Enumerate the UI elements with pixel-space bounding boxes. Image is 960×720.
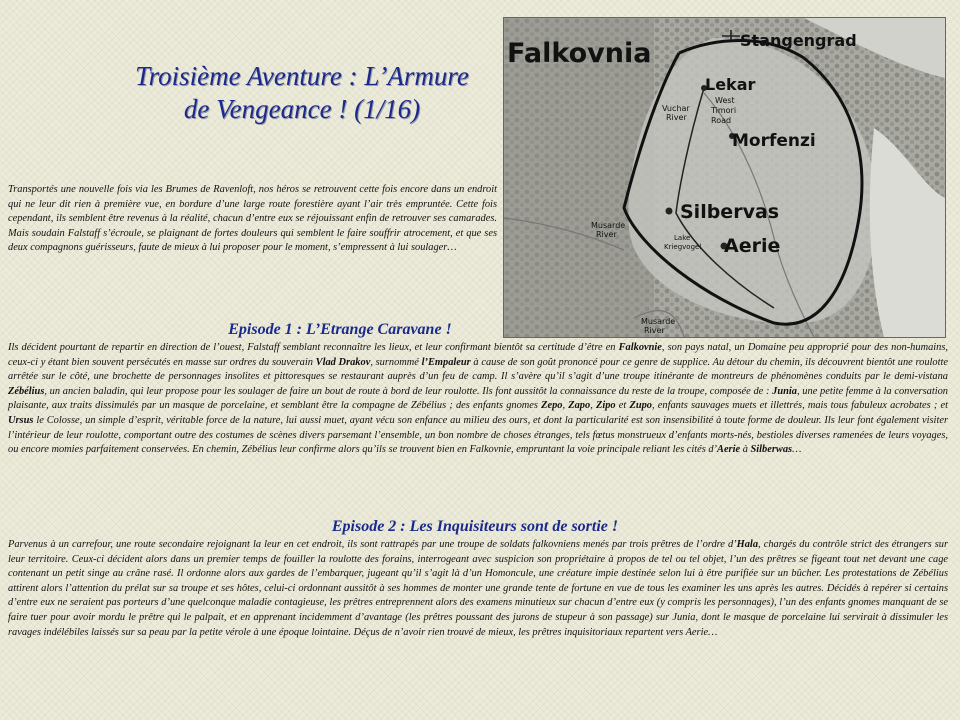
name-zipo: Zipo bbox=[595, 400, 616, 412]
title-line-2: de Vengeance ! (1/16) bbox=[183, 94, 421, 124]
episode-1-paragraph: Ils décident pourtant de repartir en direction de l’ouest, Falstaff semblant reconnaître les lieux, et leur confirmant bientôt sa certitude d’être en Falkovnie, son pays natal, un Domaine peu approprié pour des non-humains, ceux-ci y étant bien souvent persécutés en masse sur ordres du souverain Vlad Drakov, surnommé l’Empaleur à cause de son goût prononcé pour ce genre de supplice. Au détour du chemin, ils découvrent bientôt une roulotte arrêtée sur le côté, une brochette de personnages insolites et pittoresques se restaurant auprès d’un feu de camp. Il s’avère qu’il s’agit d’une troupe itinérante de montreurs de phénomènes conduits par le demi-vistana Zébélius, un ancien baladin, qui leur propose pour les soulager de faire un bout de route à bord de leur roulotte. Ils font aussitôt la connaissance du reste de la troupe, composée de : Junia, une petite femme à la conversation plaisante, aux traits dissimulés par un masque de porcelaine, et semblant être la compagne de Zébélius ; des enfants gnomes Zepo, Zapo, Zipo et Zupo, enfants sauvages muets et illettrés, mais tous fabuleux acrobates ; et Ursus le Colosse, un simple d’esprit, véritable force de la nature, lui aussi muet, ayant vécu son enfance au milieu des ours, et dont la particularité est son insensibilité à toute forme de douleur. Ils leur font également visiter l’intérieur de leur roulotte, comportant outre des costumes de scènes divers parsemant l’ensemble, un bon nombre de choses étranges, tels fœtus monstrueux d’enfants morts-nés, bestioles diverses ramenées de leurs voyages, ou encore momies parfaitement conservées. En chemin, Zébélius leur confirme alors qu’ils se trouvent bien en Falkovnie, empruntant la voie principale reliant les cités d’Aerie à Silberwas… bbox=[8, 342, 949, 456]
name-falkovnie: Falkovnie bbox=[618, 342, 662, 353]
page-title bbox=[112, 60, 492, 126]
map-label-road-west: West bbox=[715, 96, 735, 105]
map-label-region: Falkovnia bbox=[507, 38, 652, 69]
name-vlad-drakov: Vlad Drakov bbox=[315, 356, 371, 368]
episode-2-heading: Episode 2 : Les Inquisiteurs sont de sortie ! bbox=[331, 518, 619, 535]
name-zebelius: Zébélius bbox=[8, 385, 45, 397]
title-line-1: Troisième Aventure : L’Armure bbox=[135, 61, 469, 91]
map-label-road-road: Road bbox=[711, 116, 732, 125]
name-ursus: Ursus bbox=[8, 414, 34, 426]
map-label-road-timori: Timori bbox=[711, 106, 737, 115]
intro-paragraph: Transportés une nouvelle fois via les Brumes de Ravenloft, nos héros se retrouvent cette fois encore dans un endroit qui ne leur dit rien à première vue, en bordure d’une large route forestière ayant l’air très empruntée. Cette fois cependant, ils semblent être revenus à la réalité, chacun d’entre eux se réjouissant enfin de retrouver ses camarades. Mais soudain Falstaff s’écroule, se plaignant de fortes douleurs qui semblent le faire souffrir atrocement, et que ses deux compagnons guérisseurs, faute de mieux à lui proposer pour le moment, s’empressent à lui soulager… bbox=[8, 184, 497, 254]
name-aerie: Aerie bbox=[717, 444, 741, 456]
name-junia: Junia bbox=[772, 385, 797, 397]
map-label-lake-1: Lake bbox=[674, 234, 691, 242]
map-label-lake-2: Kriegvogel bbox=[664, 243, 702, 251]
map-label-stangengrad: Stangengrad bbox=[740, 31, 857, 50]
map-label-morfenzi: Morfenzi bbox=[732, 131, 816, 151]
map-label-musarde-river-1b: River bbox=[596, 230, 617, 239]
episode-1-heading: Episode 1 : L’Etrange Caravane ! bbox=[228, 321, 452, 338]
name-hala: Hala bbox=[736, 539, 759, 550]
name-zupo: Zupo bbox=[629, 400, 652, 412]
map-label-lekar: Lekar bbox=[705, 75, 756, 94]
map-label-aerie: Aerie bbox=[724, 235, 781, 257]
name-silberwas: Silberwas bbox=[750, 444, 793, 456]
map-label-musarde-river-2b: River bbox=[644, 326, 665, 335]
episode-2-paragraph: Parvenus à un carrefour, une route secondaire rejoignant la leur en cet endroit, ils sont rattrapés par une troupe de soldats falkovniens menés par trois prêtres de l’ordre d’Hala, chargés du contrôle strict des étrangers sur leur territoire. Ceux-ci décident alors dans un premier temps de fouiller la roulotte des forains, interrogeant avec suspicion son propriétaire à propos de tel ou tel objet, l’un des prêtres se figeant tout net devant une cage contenant un petit singe au crâne rasé. Il ordonne alors aux gardes de l’embarquer, jugeant qu’il s’agit là d’un Homoncule, une créature impie destinée selon lui à être purifiée sur un bûcher. Les protestations de Zébélius attirent alors l’attention du prélat sur sa troupe et ses hôtes, celui-ci ordonnant aussitôt à ses hommes de monter une grande tente de fortune en vue de tous les examiner les uns après les autres. Décidés à repérer si certains d’entre eux ne seraient pas porteurs d’une quelconque maladie contagieuse, les prêtres entreprennent alors des examens minutieux sur chacun d’entre eux (y compris les personnages), l’un des enfants gnomes manquant de se faire tuer pour avoir mordu le prêtre qui le palpait, et en apprenant incidemment d’avantage (les prêtres poussant des jurons de stupeur à son passage) sur Junia, dont le masque de porcelaine lui servirait à dissimuler les ravages indélébiles laissés sur sa peau par la petite vérole à une époque lointaine. Déçus de n’avoir rien trouvé de mieux, les prêtres inquisitoriaux repartent vers Aerie… bbox=[8, 539, 948, 638]
map-label-silbervas: Silbervas bbox=[680, 201, 780, 223]
name-zapo: Zapo bbox=[568, 400, 591, 412]
map-label-musarde-river-2a: Musarde bbox=[641, 317, 676, 326]
map-label-vuchar-river-1: Vuchar bbox=[662, 104, 690, 113]
name-zepo: Zepo bbox=[541, 400, 563, 412]
map-image bbox=[503, 17, 946, 338]
map-label-vuchar-river-2: River bbox=[666, 113, 687, 122]
name-empaleur: l’Empaleur bbox=[421, 356, 471, 368]
map-label-musarde-river-1a: Musarde bbox=[591, 221, 626, 230]
